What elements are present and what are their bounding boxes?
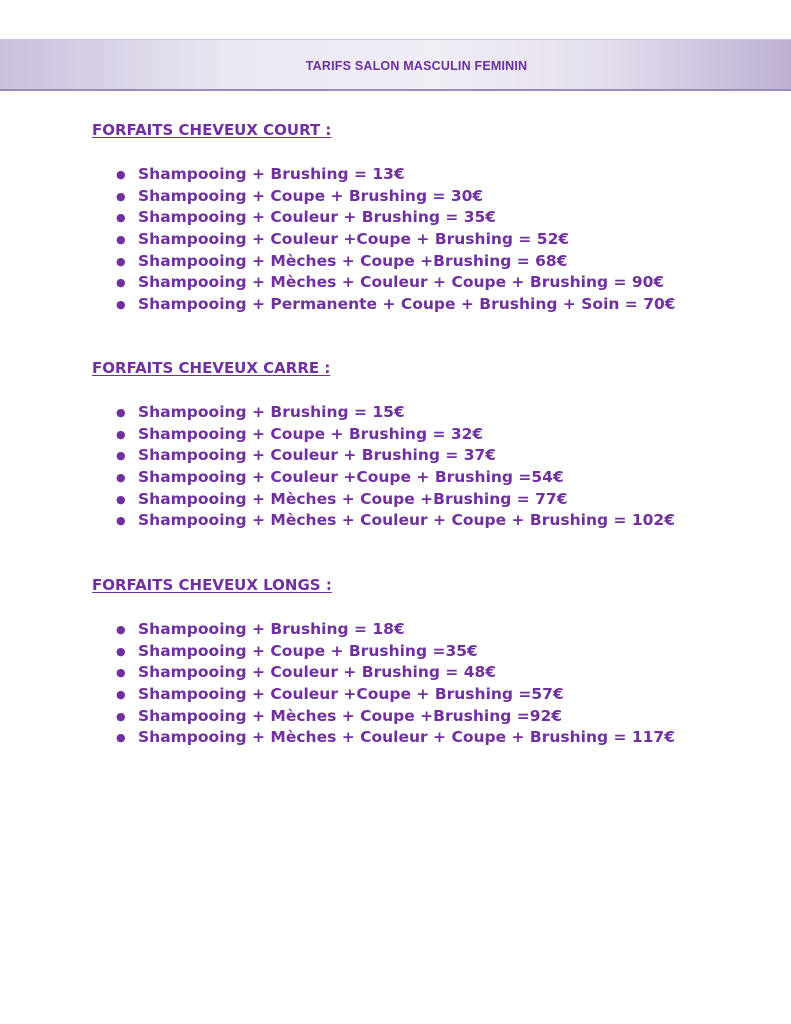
section-cheveux-longs [92, 576, 752, 749]
price-list [92, 619, 752, 749]
bullet-icon: ● [116, 233, 126, 247]
list-item [92, 510, 752, 532]
list-item-text: Shampooing + Permanente + Coupe + Brushing + Soin = 70€ [138, 295, 676, 314]
list-item-text: Shampooing + Brushing = 15€ [138, 403, 405, 421]
list-item-text: Shampooing + Couleur + Brushing = 37€ [138, 446, 497, 465]
list-item-text: Shampooing + Mèches + Couleur + Coupe + Brushing = 117€ [138, 728, 676, 747]
list-item-text: Shampooing + Couleur +Coupe + Brushing = 52€ [138, 230, 570, 249]
list-item [92, 294, 752, 316]
bullet-icon: ● [116, 709, 126, 723]
list-item-text: Shampooing + Coupe + Brushing = 32€ [138, 424, 484, 443]
list-item [92, 619, 752, 641]
bullet-icon: ● [116, 623, 126, 636]
list-item-text: Shampooing + Couleur + Brushing = 35€ [138, 208, 497, 227]
list-item [92, 424, 752, 446]
price-list [92, 402, 752, 532]
list-item [92, 489, 752, 511]
bullet-icon: ● [116, 168, 126, 181]
list-item-text: Shampooing + Mèches + Coupe +Brushing = 77€ [138, 489, 568, 508]
bullet-icon: ● [116, 298, 126, 312]
list-item [92, 706, 752, 728]
list-item-text: Shampooing + Mèches + Coupe +Brushing = 68€ [138, 251, 568, 270]
list-item [92, 445, 752, 467]
list-item [92, 186, 752, 208]
bullet-icon: ● [116, 211, 126, 225]
list-item [92, 272, 752, 294]
section-cheveux-carre [92, 359, 752, 532]
bullet-icon: ● [116, 644, 126, 658]
price-list [92, 164, 752, 316]
list-item-text: Shampooing + Couleur + Brushing = 48€ [138, 663, 497, 682]
section-title: FORFAITS CHEVEUX LONGS : [92, 576, 332, 594]
bullet-icon: ● [116, 688, 126, 702]
page-header-title: TARIFS SALON MASCULIN FEMININ [305, 59, 528, 73]
list-item-text: Shampooing + Couleur +Coupe + Brushing =57€ [138, 685, 564, 704]
list-item [92, 727, 752, 749]
list-item-text: Shampooing + Mèches + Couleur + Coupe + Brushing = 90€ [138, 273, 665, 292]
list-item-text: Shampooing + Coupe + Brushing =35€ [138, 641, 478, 660]
bullet-icon: ● [116, 492, 126, 506]
list-item [92, 641, 752, 663]
bullet-icon: ● [116, 406, 126, 419]
section-cheveux-court [92, 121, 752, 316]
list-item [92, 251, 752, 273]
list-item-text: Shampooing + Mèches + Couleur + Coupe + Brushing = 102€ [138, 511, 676, 530]
list-item [92, 229, 752, 251]
list-item [92, 684, 752, 706]
list-item [92, 207, 752, 229]
list-item [92, 164, 752, 186]
bullet-icon: ● [116, 471, 126, 485]
section-title: FORFAITS CHEVEUX COURT : [92, 121, 332, 139]
bullet-icon: ● [116, 449, 126, 463]
bullet-icon: ● [116, 731, 126, 745]
list-item-text: Shampooing + Coupe + Brushing = 30€ [138, 186, 484, 205]
list-item [92, 662, 752, 684]
list-item-text: Shampooing + Brushing = 18€ [138, 620, 405, 638]
bullet-icon: ● [116, 427, 126, 441]
list-item [92, 402, 752, 424]
list-item-text: Shampooing + Couleur +Coupe + Brushing =54€ [138, 468, 564, 487]
list-item-text: Shampooing + Mèches + Coupe +Brushing =92€ [138, 706, 563, 725]
list-item-text: Shampooing + Brushing = 13€ [138, 165, 405, 183]
bullet-icon: ● [116, 254, 126, 268]
bullet-icon: ● [116, 276, 126, 290]
bullet-icon: ● [116, 189, 126, 203]
section-title: FORFAITS CHEVEUX CARRE : [92, 359, 331, 377]
bullet-icon: ● [116, 514, 126, 528]
bullet-icon: ● [116, 666, 126, 680]
list-item [92, 467, 752, 489]
